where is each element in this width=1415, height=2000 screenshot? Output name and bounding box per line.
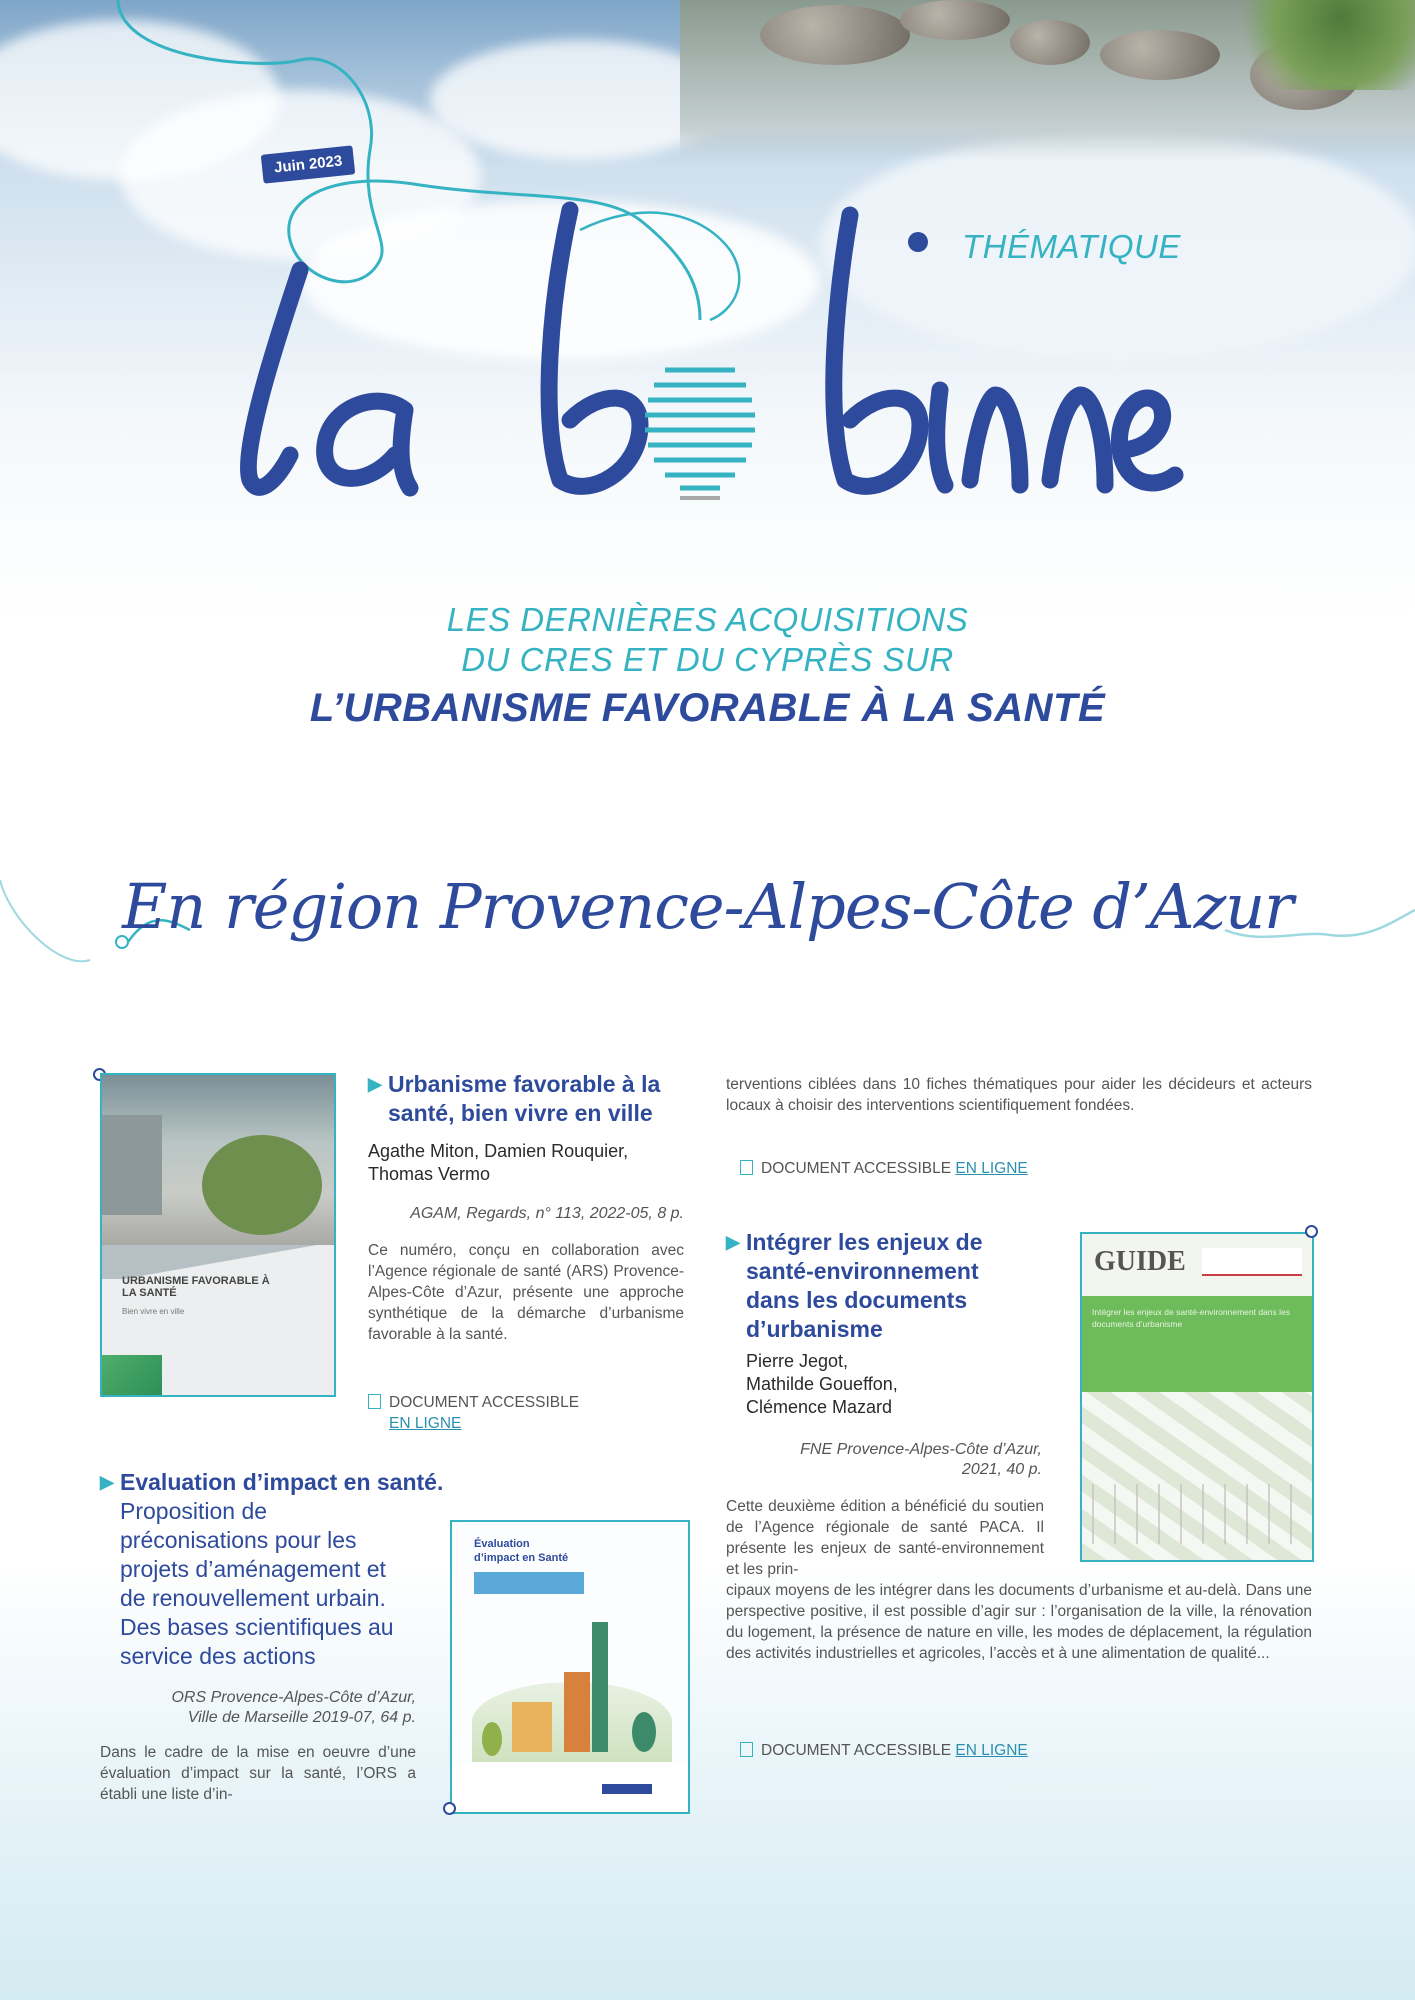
reference-line-1: ORS Provence-Alpes-Côte d’Azur, — [171, 1689, 416, 1706]
bullet-arrow-icon: ▶ — [726, 1232, 740, 1252]
document-link[interactable] — [368, 1392, 688, 1434]
online-link[interactable]: EN LIGNE — [389, 1415, 462, 1432]
article-reference — [722, 1440, 1042, 1480]
link-label: DOCUMENT ACCESSIBLE — [761, 1160, 952, 1177]
document-link[interactable] — [740, 1742, 1028, 1760]
thematique-label: THÉMATIQUE — [962, 228, 1181, 265]
region-title: En région Provence-Alpes-Côte d’Azur — [122, 870, 1293, 943]
link-label: DOCUMENT ACCESSIBLE — [761, 1742, 952, 1759]
authors-line-3: Clémence Mazard — [746, 1397, 893, 1417]
article-reference — [96, 1688, 416, 1728]
cover-image-evaluation — [450, 1520, 690, 1814]
article-title-line-1: Urbanisme favorable à la — [388, 1071, 661, 1097]
cover-subtitle: Bien vivre en ville — [122, 1307, 185, 1316]
article-summary: Dans le cadre de la mise en oeuvre d’une évaluation d’impact sur la santé, l’ORS a établi une liste d’in- — [100, 1744, 416, 1803]
document-link[interactable] — [740, 1160, 1028, 1178]
subtitle-line-3: L’URBANISME FAVORABLE À LA SANTÉ — [309, 686, 1106, 730]
bullet-arrow-icon: ▶ — [368, 1074, 382, 1094]
online-link[interactable]: EN LIGNE — [955, 1160, 1028, 1177]
cover-title: URBANISME FAVORABLE À LA SANTÉ — [122, 1275, 270, 1299]
article-reference: AGAM, Regards, n° 113, 2022-05, 8 p. — [410, 1205, 684, 1222]
document-icon — [740, 1742, 753, 1757]
document-icon — [368, 1394, 381, 1409]
authors-line-2: Mathilde Goueffon, — [746, 1374, 898, 1394]
article-title-line-6: Des bases scientifiques au — [120, 1614, 394, 1640]
article-summary-continued: cipaux moyens de les intégrer dans les documents d’urbanisme et au-delà. Dans une perspective positive, il est possible d’agir sur : l’organisation de la ville, la rénovation du logement, la présence de nature en ville, les modes de déplacement, la régulation des activités industrielles et agricoles, l’accès et à une alimentation de qualité... — [726, 1582, 1312, 1662]
reference-line-2: 2021, 40 p. — [961, 1461, 1042, 1478]
article-title-line-5: de renouvellement urbain. — [120, 1585, 386, 1611]
subtitle-line-2: DU CRES ET DU CYPRÈS SUR — [461, 641, 954, 678]
decor-dot — [443, 1802, 456, 1815]
article-title-line-2: santé-environnement — [746, 1258, 979, 1284]
reference-line-1: FNE Provence-Alpes-Côte d’Azur, — [800, 1441, 1042, 1458]
subtitle-line-1: LES DERNIÈRES ACQUISITIONS — [446, 601, 969, 638]
link-label: DOCUMENT ACCESSIBLE — [389, 1394, 580, 1411]
online-link[interactable]: EN LIGNE — [955, 1742, 1028, 1759]
cover-subtitle: Intégrer les enjeux de santé-environnement dans les documents d’urbanisme — [1092, 1307, 1290, 1329]
article-title-line-3: préconisations pour les — [120, 1527, 357, 1553]
issue-subtitle — [0, 600, 1415, 736]
cover-title-line-2: d’impact en Santé — [474, 1552, 569, 1564]
cover-image-urbanisme — [100, 1073, 336, 1397]
cover-title-line-1: Évaluation — [474, 1538, 530, 1550]
article-title — [726, 1228, 1046, 1344]
authors-line-2: Thomas Vermo — [368, 1164, 491, 1184]
article-title-line-1: Intégrer les enjeux de — [746, 1229, 983, 1255]
article-title-line-3: dans les documents — [746, 1287, 968, 1313]
article-summary-continued: terventions ciblées dans 10 fiches thématiques pour aider les décideurs et acteurs locaux à choisir des interventions scientifiquement fondées. — [726, 1076, 1312, 1114]
cover-image-guide — [1080, 1232, 1314, 1562]
document-icon — [740, 1160, 753, 1175]
article-title — [368, 1070, 708, 1128]
article-title-line-2: Proposition de — [120, 1498, 268, 1524]
article-title-line-2: santé, bien vivre en ville — [388, 1100, 653, 1126]
article-title — [100, 1468, 450, 1671]
article-summary: Cette deuxième édition a bénéficié du soutien de l’Agence régionale de santé PACA. Il présente les enjeux de santé-environnement et les prin- — [726, 1498, 1044, 1578]
article-title-line-7: service des actions — [120, 1643, 316, 1669]
cover-title: GUIDE — [1094, 1246, 1186, 1277]
authors-line-1: Agathe Miton, Damien Rouquier, — [368, 1141, 629, 1161]
article-title-line-4: projets d’aménagement et — [120, 1556, 386, 1582]
article-title-line-4: d’urbanisme — [746, 1316, 883, 1342]
date-tag: Juin 2023 — [261, 145, 356, 183]
bobbin-icon — [640, 330, 760, 510]
article-title-line-1: Evaluation d’impact en santé. — [120, 1469, 444, 1495]
article-summary: Ce numéro, conçu en collaboration avec l’Agence régionale de santé (ARS) Provence-Alpes-Côte d’Azur, présente une approche synthétique de la démarche d’urbanisme favorable à la santé. — [368, 1242, 684, 1343]
article-authors — [746, 1350, 1046, 1419]
article-authors — [368, 1140, 688, 1186]
authors-line-1: Pierre Jegot, — [746, 1351, 849, 1371]
reference-line-2: Ville de Marseille 2019-07, 64 p. — [187, 1709, 416, 1726]
bullet-arrow-icon: ▶ — [100, 1472, 114, 1492]
decor-dot — [1305, 1225, 1318, 1238]
